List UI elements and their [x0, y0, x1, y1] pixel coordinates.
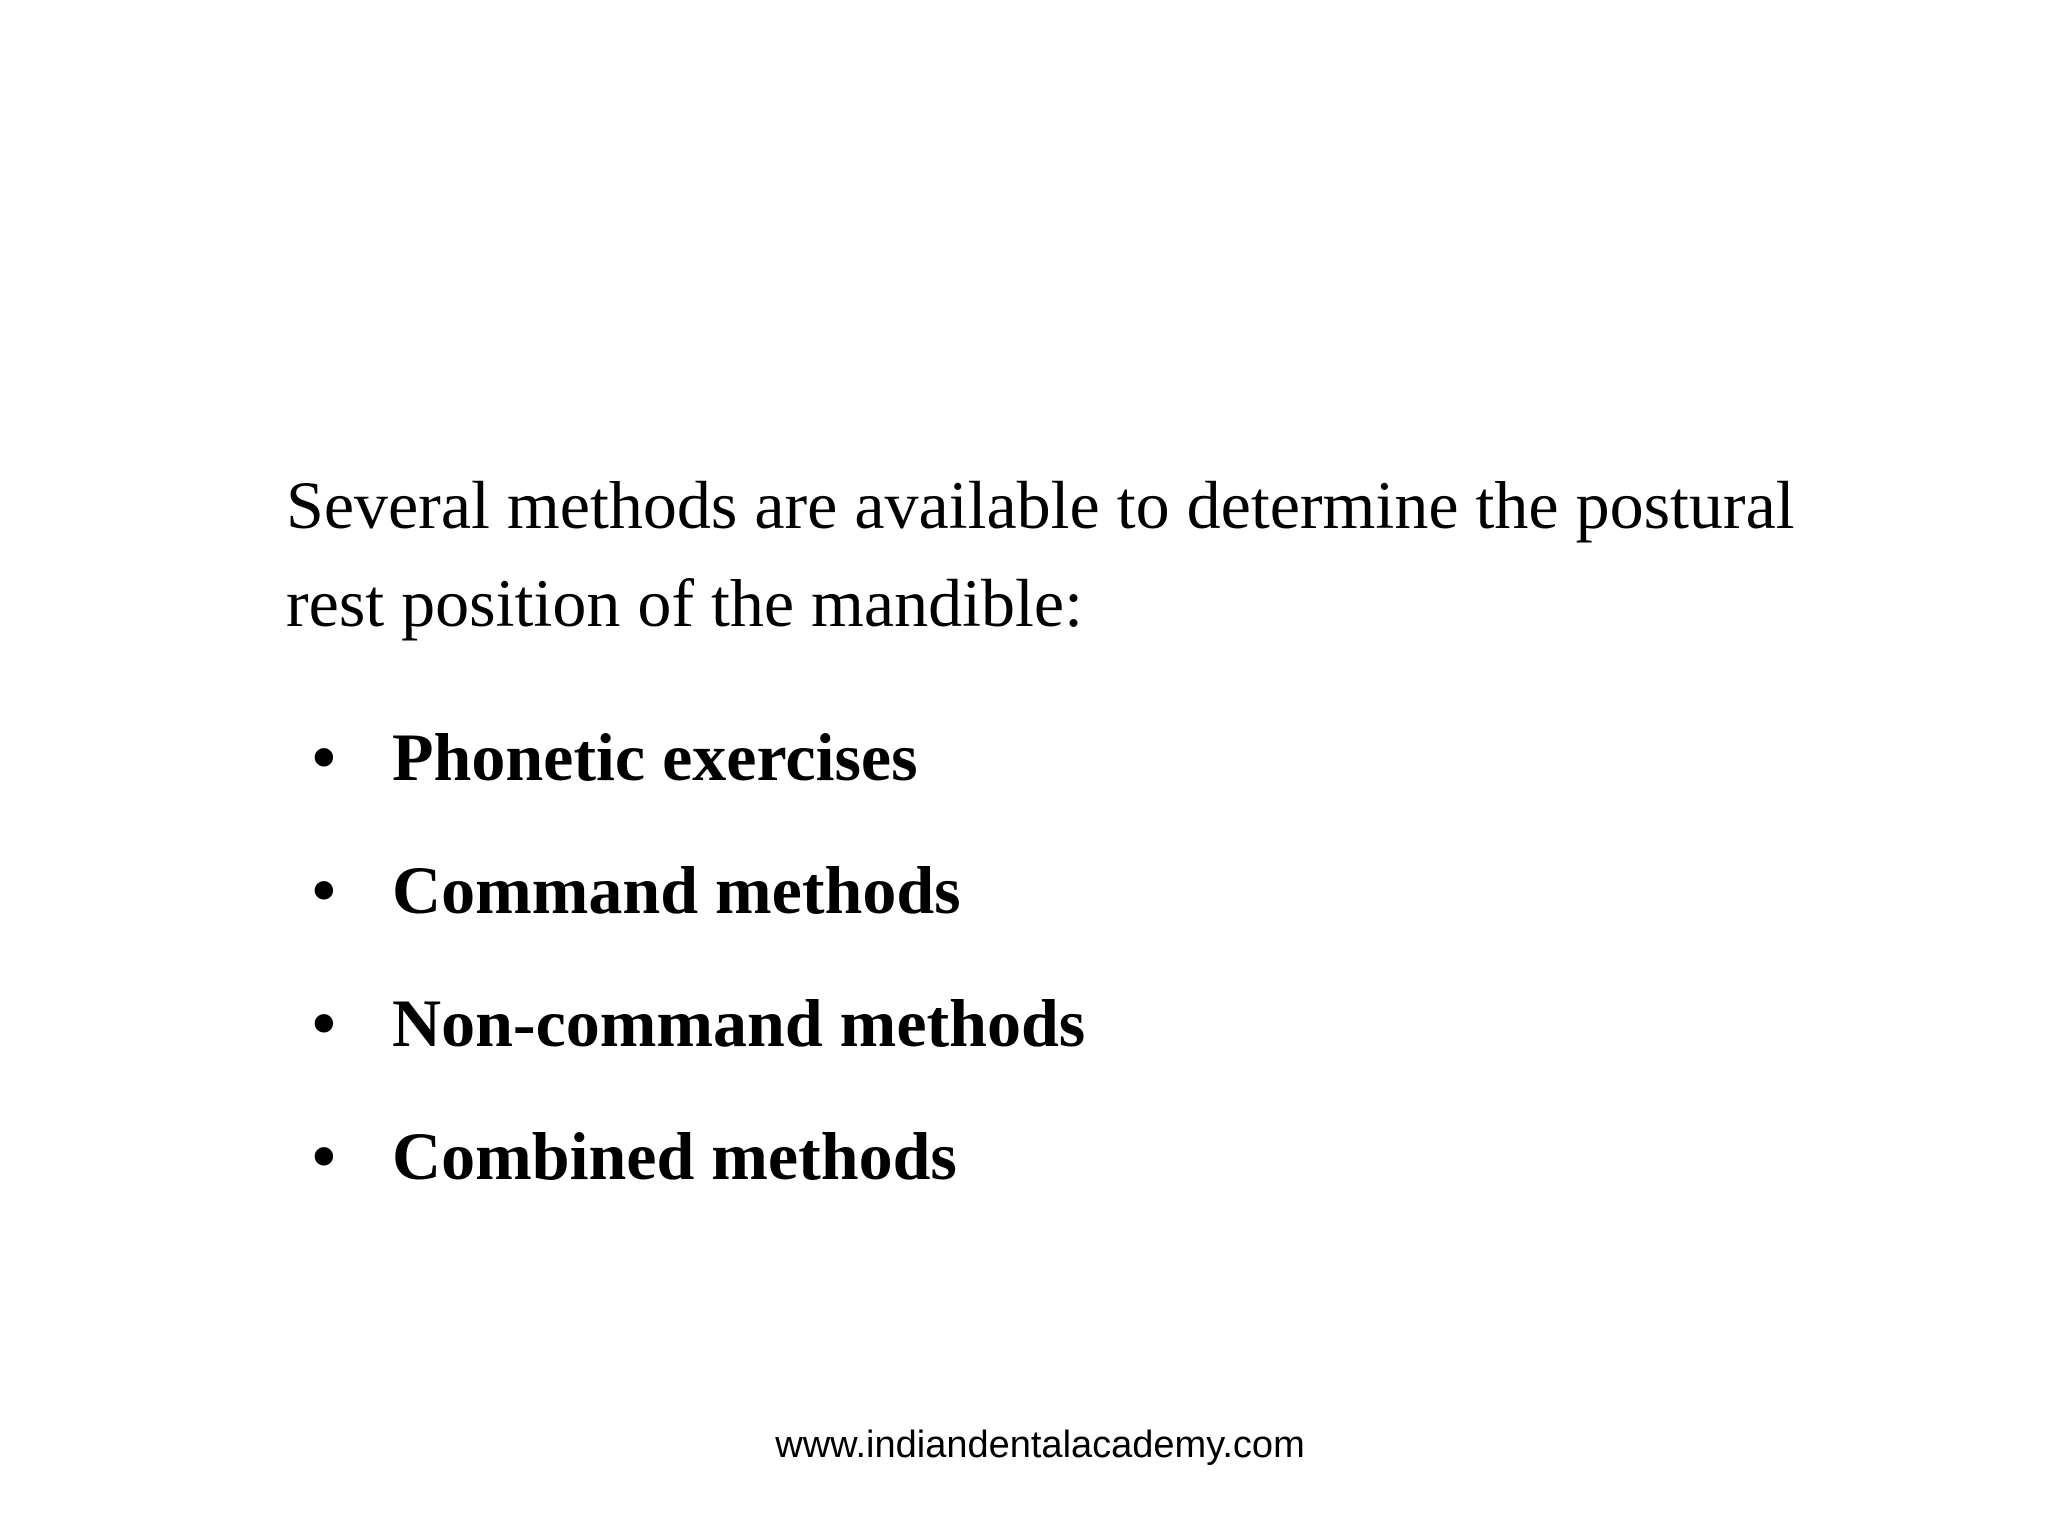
footer-url: www.indiandentalacademy.com [775, 1424, 1305, 1466]
list-item-label: Phonetic exercises [392, 718, 918, 795]
intro-line-2: rest position of the mandible: [286, 565, 1083, 641]
list-item-non-command-methods [286, 956, 1085, 1089]
list-item-command-methods [286, 823, 1085, 956]
bullet-icon: • [312, 718, 336, 795]
list-item-combined-methods [286, 1089, 1085, 1222]
list-item-phonetic-exercises [286, 690, 1085, 823]
method-list [286, 690, 1085, 1222]
list-item-label: Non-command methods [392, 984, 1086, 1061]
bullet-icon: • [312, 851, 336, 928]
bullet-icon: • [312, 1117, 336, 1194]
list-item-label: Combined methods [392, 1117, 957, 1194]
intro-line-1: Several methods are available to determine the postural [286, 467, 1795, 543]
list-item-label: Command methods [392, 851, 961, 928]
bullet-icon: • [312, 984, 336, 1061]
intro-text [286, 456, 1966, 652]
